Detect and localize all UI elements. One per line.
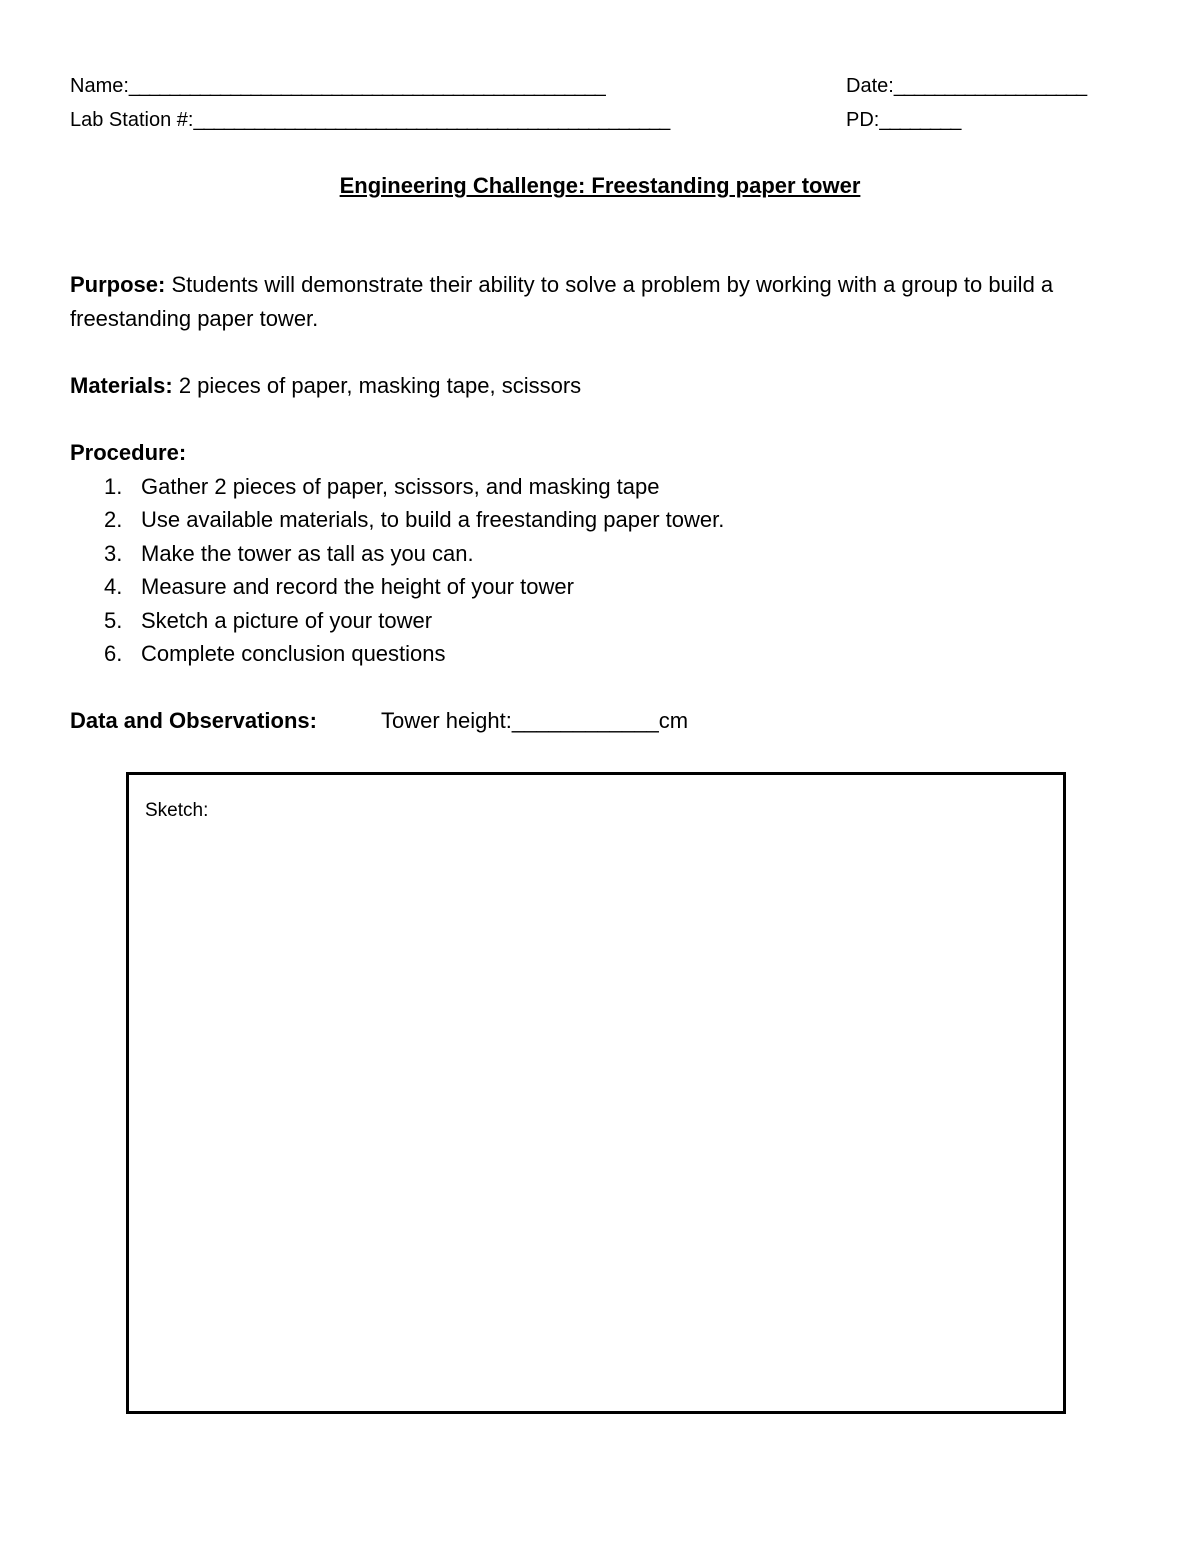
name-blank[interactable]: _______________________________________________ bbox=[128, 75, 605, 97]
materials-label: Materials: bbox=[70, 373, 173, 398]
step-text: Make the tower as tall as you can. bbox=[141, 540, 474, 566]
procedure-heading bbox=[70, 436, 1130, 470]
period-blank[interactable]: ________ bbox=[879, 109, 961, 131]
procedure-step bbox=[70, 503, 724, 536]
step-number: 5. bbox=[104, 607, 123, 633]
step-text: Gather 2 pieces of paper, scissors, and masking tape bbox=[141, 474, 660, 499]
data-observations-label: Data and Observations: bbox=[70, 708, 317, 733]
purpose-text: Students will demonstrate their ability to solve a problem by working with a group to build a freestanding paper tower. bbox=[70, 272, 1054, 331]
tower-height-label: Tower height: bbox=[381, 708, 512, 733]
purpose-section bbox=[70, 268, 1130, 336]
lab-station-field[interactable] bbox=[70, 108, 669, 132]
step-number: 1. bbox=[104, 474, 123, 499]
procedure-step bbox=[70, 470, 724, 503]
data-observations-section bbox=[70, 704, 689, 738]
materials-text: 2 pieces of paper, masking tape, scissors bbox=[172, 373, 582, 398]
name-field[interactable] bbox=[70, 74, 605, 98]
step-text: Use available materials, to build a freestanding paper tower. bbox=[141, 507, 725, 533]
step-number: 3. bbox=[104, 540, 123, 566]
procedure-list bbox=[70, 470, 724, 670]
lab-station-label: Lab Station #: bbox=[70, 109, 194, 131]
procedure-step bbox=[70, 570, 724, 603]
date-blank[interactable]: ___________________ bbox=[893, 75, 1087, 97]
date-label: Date: bbox=[846, 75, 894, 97]
name-label: Name: bbox=[70, 75, 129, 97]
period-field[interactable] bbox=[846, 108, 960, 132]
procedure-step bbox=[70, 637, 724, 670]
tower-height-blank[interactable]: ____________ bbox=[511, 708, 659, 733]
tower-height-field[interactable] bbox=[381, 704, 688, 738]
tower-height-unit: cm bbox=[658, 708, 689, 733]
step-number: 6. bbox=[104, 641, 123, 667]
date-field[interactable] bbox=[846, 74, 1086, 98]
procedure-label: Procedure: bbox=[70, 440, 187, 465]
sketch-box[interactable] bbox=[126, 772, 1066, 1414]
page-title: Engineering Challenge: Freestanding paper tower bbox=[339, 173, 861, 198]
lab-station-blank[interactable]: _______________________________________________ bbox=[193, 109, 670, 131]
step-number: 2. bbox=[104, 507, 123, 533]
materials-section bbox=[70, 369, 1130, 403]
procedure-step bbox=[70, 537, 724, 570]
step-number: 4. bbox=[104, 574, 123, 600]
step-text: Measure and record the height of your tower bbox=[141, 574, 574, 600]
procedure-step bbox=[70, 604, 724, 637]
sketch-label: Sketch: bbox=[145, 800, 209, 821]
purpose-label: Purpose: bbox=[70, 272, 166, 297]
step-text: Sketch a picture of your tower bbox=[141, 607, 433, 633]
step-text: Complete conclusion questions bbox=[141, 641, 446, 667]
period-label: PD: bbox=[846, 109, 880, 131]
